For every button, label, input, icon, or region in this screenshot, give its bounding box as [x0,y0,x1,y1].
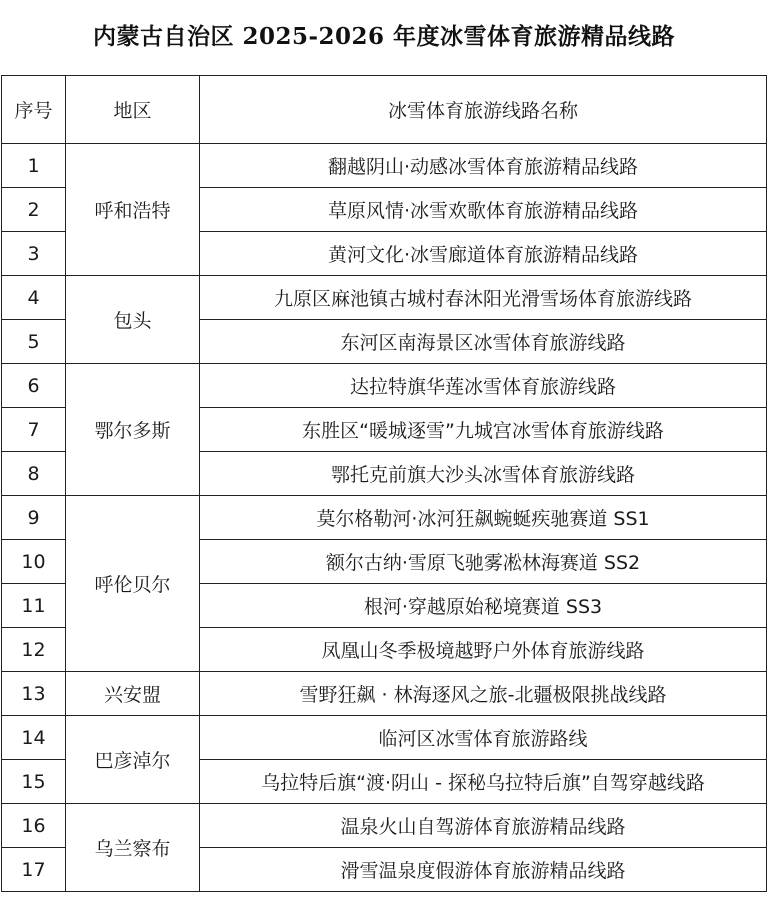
table-body [2,144,767,892]
cell-route: 临河区冰雪体育旅游路线 [200,716,767,760]
cell-no: 2 [2,188,66,232]
cell-no: 4 [2,276,66,320]
cell-route: 鄂托克前旗大沙头冰雪体育旅游线路 [200,452,767,496]
cell-route: 东胜区“暖城逐雪”九城宫冰雪体育旅游线路 [200,408,767,452]
cell-route: 额尔古纳·雪原飞驰雾凇林海赛道 SS2 [200,540,767,584]
table-row [2,364,767,408]
table-row [2,276,767,320]
cell-region: 乌兰察布 [66,804,200,892]
cell-route: 凤凰山冬季极境越野户外体育旅游线路 [200,628,767,672]
cell-no: 9 [2,496,66,540]
cell-no: 5 [2,320,66,364]
document-title: 内蒙古自治区 2025-2026 年度冰雪体育旅游精品线路 [92,23,676,50]
cell-route: 雪野狂飙 · 林海逐风之旅-北疆极限挑战线路 [200,672,767,716]
cell-no: 13 [2,672,66,716]
cell-no: 12 [2,628,66,672]
cell-route: 东河区南海景区冰雪体育旅游线路 [200,320,767,364]
cell-route: 黄河文化·冰雪廊道体育旅游精品线路 [200,232,767,276]
cell-route: 九原区麻池镇古城村春沐阳光滑雪场体育旅游线路 [200,276,767,320]
table-row [2,496,767,540]
table-header-row [2,76,767,144]
cell-route: 莫尔格勒河·冰河狂飙蜿蜒疾驰赛道 SS1 [200,496,767,540]
table-row [2,716,767,760]
cell-no: 1 [2,144,66,188]
cell-no: 8 [2,452,66,496]
table-row [2,144,767,188]
cell-region: 呼和浩特 [66,144,200,276]
routes-table [1,75,767,892]
cell-no: 15 [2,760,66,804]
cell-route: 达拉特旗华莲冰雪体育旅游线路 [200,364,767,408]
cell-no: 11 [2,584,66,628]
cell-no: 17 [2,848,66,892]
cell-no: 16 [2,804,66,848]
cell-region: 巴彦淖尔 [66,716,200,804]
cell-no: 14 [2,716,66,760]
cell-route: 乌拉特后旗“渡·阴山 - 探秘乌拉特后旗”自驾穿越线路 [200,760,767,804]
cell-no: 10 [2,540,66,584]
cell-region: 包头 [66,276,200,364]
header-no: 序号 [2,76,66,144]
cell-no: 6 [2,364,66,408]
cell-region: 兴安盟 [66,672,200,716]
cell-no: 7 [2,408,66,452]
cell-route: 滑雪温泉度假游体育旅游精品线路 [200,848,767,892]
table-row [2,672,767,716]
table-row [2,804,767,848]
cell-route: 翻越阴山·动感冰雪体育旅游精品线路 [200,144,767,188]
cell-route: 温泉火山自驾游体育旅游精品线路 [200,804,767,848]
header-region: 地区 [66,76,200,144]
cell-no: 3 [2,232,66,276]
cell-region: 鄂尔多斯 [66,364,200,496]
cell-route: 草原风情·冰雪欢歌体育旅游精品线路 [200,188,767,232]
header-route: 冰雪体育旅游线路名称 [200,76,767,144]
cell-region: 呼伦贝尔 [66,496,200,672]
cell-route: 根河·穿越原始秘境赛道 SS3 [200,584,767,628]
